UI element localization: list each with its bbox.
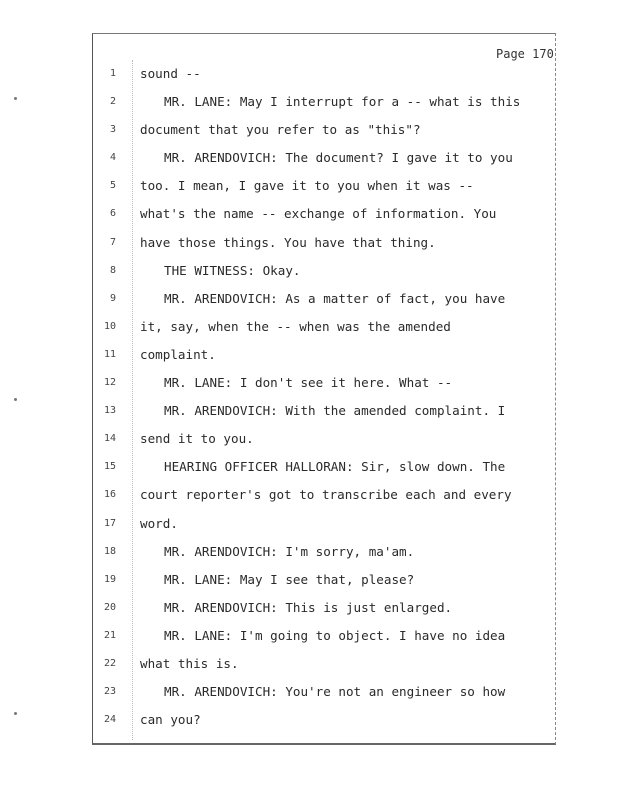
transcript-line <box>92 622 556 650</box>
transcript-line <box>92 172 556 200</box>
line-text: MR. LANE: I'm going to object. I have no idea <box>164 627 506 643</box>
transcript-line <box>92 257 556 285</box>
line-number: 8 <box>109 264 116 276</box>
transcript-line <box>92 397 556 425</box>
line-text: MR. ARENDOVICH: I'm sorry, ma'am. <box>164 543 415 559</box>
line-text: MR. ARENDOVICH: As a matter of fact, you have <box>164 290 506 306</box>
line-number: 5 <box>109 180 116 192</box>
transcript-line <box>92 481 556 509</box>
line-number: 23 <box>103 686 116 698</box>
line-number: 10 <box>103 320 116 332</box>
line-text: MR. ARENDOVICH: With the amended complaint. I <box>164 403 506 419</box>
transcript-line <box>92 229 556 257</box>
transcript-line <box>92 285 556 313</box>
line-text: word. <box>140 515 178 531</box>
transcript-line <box>92 510 556 538</box>
transcript-line <box>92 594 556 622</box>
line-number: 16 <box>103 489 116 501</box>
line-text: complaint. <box>140 346 216 362</box>
line-number: 1 <box>109 68 116 79</box>
line-number: 12 <box>103 377 116 389</box>
line-text: have those things. You have that thing. <box>140 234 436 250</box>
line-number: 14 <box>103 433 116 445</box>
line-text: can you? <box>140 712 201 728</box>
line-text: THE WITNESS: Okay. <box>164 262 301 278</box>
scan-speck <box>14 712 17 715</box>
line-number: 21 <box>103 629 116 641</box>
line-text: sound -- <box>140 66 201 81</box>
line-text: what this is. <box>140 655 239 671</box>
scan-speck <box>14 97 17 100</box>
line-number: 19 <box>103 573 116 585</box>
transcript-line <box>92 425 556 453</box>
line-text: court reporter's got to transcribe each and every <box>140 487 512 503</box>
transcript-line <box>92 60 556 88</box>
line-number: 4 <box>109 152 116 164</box>
line-number: 3 <box>109 124 116 136</box>
transcript-line <box>92 369 556 397</box>
transcript-line <box>92 116 556 144</box>
line-text: MR. LANE: I don't see it here. What -- <box>164 375 453 391</box>
line-text: MR. ARENDOVICH: The document? I gave it to you <box>164 150 513 166</box>
line-number: 15 <box>103 461 116 473</box>
line-text: MR. ARENDOVICH: You're not an engineer so how <box>164 684 506 700</box>
line-number: 11 <box>103 348 116 360</box>
line-number: 22 <box>103 657 116 669</box>
transcript-line <box>92 200 556 228</box>
line-text: send it to you. <box>140 431 254 447</box>
line-text: MR. ARENDOVICH: This is just enlarged. <box>164 599 453 615</box>
line-text: HEARING OFFICER HALLORAN: Sir, slow down. The <box>164 459 506 475</box>
transcript-line <box>92 678 556 706</box>
page-number-label: Page 170 <box>496 47 554 61</box>
scan-speck <box>14 398 17 401</box>
line-number: 9 <box>109 292 116 304</box>
transcript-line <box>92 313 556 341</box>
line-text: too. I mean, I gave it to you when it was -- <box>140 178 474 194</box>
line-text: it, say, when the -- when was the amended <box>140 318 451 334</box>
transcript-line <box>92 341 556 369</box>
transcript-line <box>92 88 556 116</box>
transcript-line <box>92 144 556 172</box>
line-text: document that you refer to as "this"? <box>140 122 421 138</box>
line-text: what's the name -- exchange of information. You <box>140 206 497 222</box>
line-text: MR. LANE: May I interrupt for a -- what is this <box>164 94 521 110</box>
transcript-line <box>92 566 556 594</box>
transcript-lines <box>92 60 556 734</box>
line-number: 17 <box>103 517 116 529</box>
line-text: MR. LANE: May I see that, please? <box>164 571 415 587</box>
transcript-line <box>92 453 556 481</box>
transcript-line <box>92 706 556 734</box>
transcript-line <box>92 538 556 566</box>
line-number: 6 <box>109 208 116 220</box>
line-number: 2 <box>109 96 116 108</box>
line-number: 7 <box>109 236 116 248</box>
line-number: 20 <box>103 601 116 613</box>
line-number: 18 <box>103 545 116 557</box>
line-number: 13 <box>103 405 116 417</box>
transcript-line <box>92 650 556 678</box>
line-number: 24 <box>103 714 116 726</box>
